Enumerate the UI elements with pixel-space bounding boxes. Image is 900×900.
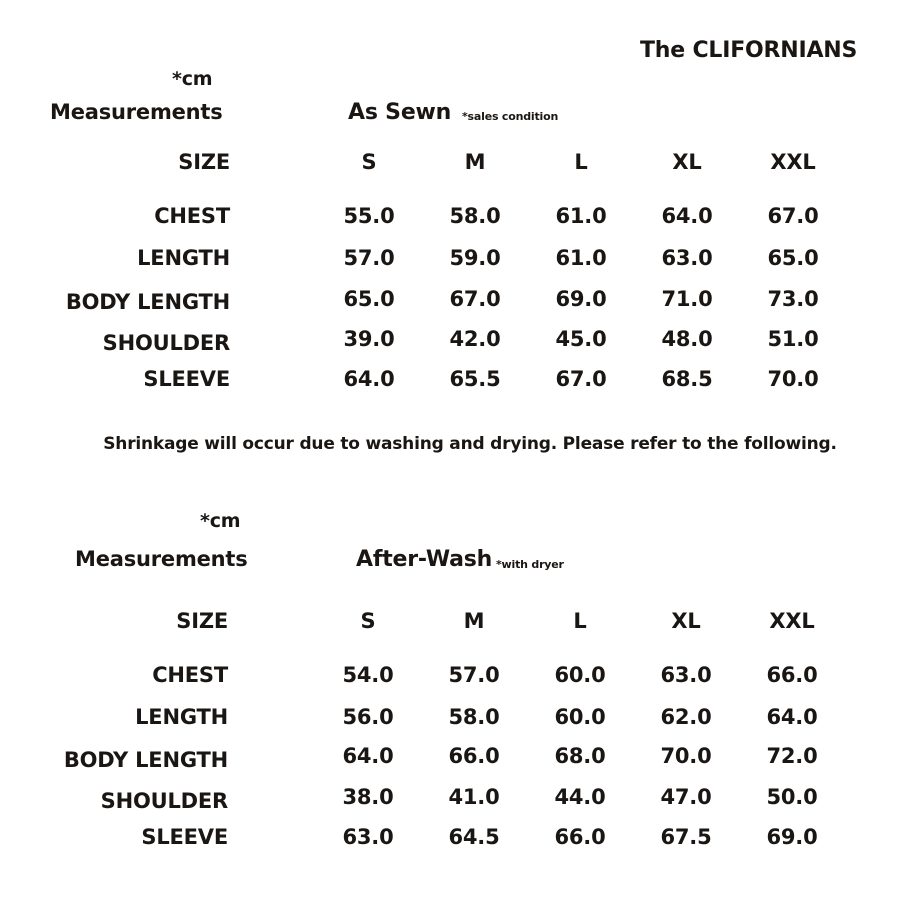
row-label-shoulder: SHOULDER bbox=[102, 331, 230, 355]
size-header: SIZE bbox=[178, 150, 230, 174]
row-label-body-length: BODY LENGTH bbox=[65, 290, 230, 314]
cell: 66.0 bbox=[766, 663, 818, 687]
cell: 39.0 bbox=[343, 327, 395, 351]
size-col-m: M bbox=[463, 609, 485, 633]
cell: 66.0 bbox=[554, 825, 606, 849]
cell: 61.0 bbox=[555, 246, 607, 270]
cell: 67.5 bbox=[660, 825, 712, 849]
cell: 63.0 bbox=[660, 663, 712, 687]
cell: 57.0 bbox=[343, 246, 395, 270]
size-header: SIZE bbox=[176, 609, 228, 633]
cell: 61.0 bbox=[555, 204, 607, 228]
row-label-sleeve: SLEEVE bbox=[141, 825, 228, 849]
unit-label: *cm bbox=[172, 68, 213, 90]
cell: 63.0 bbox=[661, 246, 713, 270]
cell: 38.0 bbox=[342, 785, 394, 809]
cell: 63.0 bbox=[342, 825, 394, 849]
cell: 68.0 bbox=[554, 744, 606, 768]
cell: 62.0 bbox=[660, 705, 712, 729]
condition-note: *sales condition bbox=[462, 110, 559, 123]
size-col-xxl: XXL bbox=[770, 150, 816, 174]
cell: 64.5 bbox=[448, 825, 500, 849]
cell: 41.0 bbox=[448, 785, 500, 809]
cell: 48.0 bbox=[661, 327, 713, 351]
cell: 64.0 bbox=[342, 744, 394, 768]
cell: 65.0 bbox=[767, 246, 819, 270]
row-label-shoulder: SHOULDER bbox=[100, 789, 228, 813]
cell: 69.0 bbox=[766, 825, 818, 849]
cell: 64.0 bbox=[343, 367, 395, 391]
measurements-label: Measurements bbox=[75, 547, 248, 571]
condition-note: *with dryer bbox=[496, 558, 564, 571]
size-col-l: L bbox=[574, 150, 588, 174]
size-col-m: M bbox=[464, 150, 486, 174]
cell: 42.0 bbox=[449, 327, 501, 351]
measurements-label: Measurements bbox=[50, 100, 223, 124]
cell: 56.0 bbox=[342, 705, 394, 729]
size-col-xl: XL bbox=[671, 609, 701, 633]
cell: 45.0 bbox=[555, 327, 607, 351]
cell: 67.0 bbox=[449, 287, 501, 311]
cell: 70.0 bbox=[767, 367, 819, 391]
size-col-s: S bbox=[361, 150, 377, 174]
brand-title: The CLIFORNIANS bbox=[640, 38, 858, 63]
unit-label: *cm bbox=[200, 510, 241, 532]
cell: 55.0 bbox=[343, 204, 395, 228]
size-col-xxl: XXL bbox=[769, 609, 815, 633]
size-col-l: L bbox=[573, 609, 587, 633]
size-col-xl: XL bbox=[672, 150, 702, 174]
condition-label: As Sewn bbox=[348, 100, 452, 125]
cell: 69.0 bbox=[555, 287, 607, 311]
cell: 64.0 bbox=[661, 204, 713, 228]
cell: 50.0 bbox=[766, 785, 818, 809]
cell: 67.0 bbox=[767, 204, 819, 228]
row-label-chest: CHEST bbox=[154, 204, 230, 228]
cell: 44.0 bbox=[554, 785, 606, 809]
cell: 60.0 bbox=[554, 663, 606, 687]
row-label-length: LENGTH bbox=[135, 705, 228, 729]
cell: 68.5 bbox=[661, 367, 713, 391]
cell: 54.0 bbox=[342, 663, 394, 687]
size-col-s: S bbox=[360, 609, 376, 633]
cell: 66.0 bbox=[448, 744, 500, 768]
cell: 71.0 bbox=[661, 287, 713, 311]
shrinkage-note: Shrinkage will occur due to washing and drying. Please refer to the following. bbox=[103, 434, 837, 454]
cell: 47.0 bbox=[660, 785, 712, 809]
cell: 70.0 bbox=[660, 744, 712, 768]
row-label-length: LENGTH bbox=[137, 246, 230, 270]
cell: 67.0 bbox=[555, 367, 607, 391]
row-label-body-length: BODY LENGTH bbox=[63, 748, 228, 772]
cell: 73.0 bbox=[767, 287, 819, 311]
cell: 72.0 bbox=[766, 744, 818, 768]
row-label-chest: CHEST bbox=[152, 663, 228, 687]
cell: 60.0 bbox=[554, 705, 606, 729]
cell: 65.5 bbox=[449, 367, 501, 391]
cell: 57.0 bbox=[448, 663, 500, 687]
cell: 64.0 bbox=[766, 705, 818, 729]
condition-label: After-Wash bbox=[356, 547, 493, 572]
cell: 58.0 bbox=[448, 705, 500, 729]
cell: 65.0 bbox=[343, 287, 395, 311]
cell: 51.0 bbox=[767, 327, 819, 351]
row-label-sleeve: SLEEVE bbox=[143, 367, 230, 391]
cell: 59.0 bbox=[449, 246, 501, 270]
cell: 58.0 bbox=[449, 204, 501, 228]
